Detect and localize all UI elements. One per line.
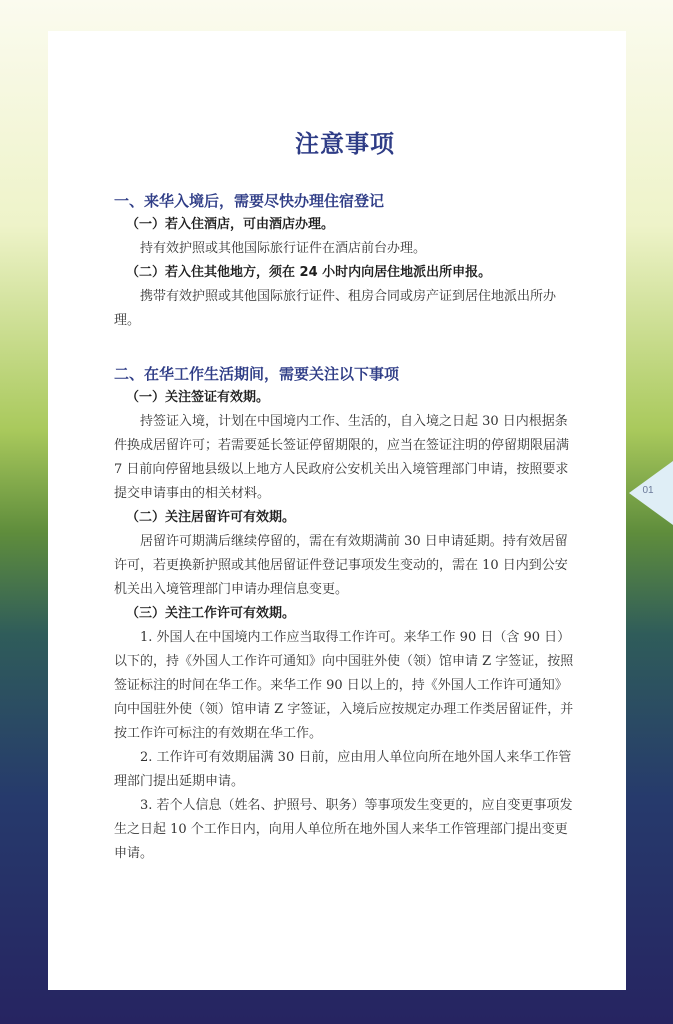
paragraph: 3. 若个人信息（姓名、护照号、职务）等事项发生变更的，应自变更事项发生之日起 10 个工作日内，向用人单位所在地外国人来华工作管理部门提出变更申请。 [114, 798, 573, 861]
page-number: 01 [642, 485, 654, 496]
sub-heading: （二）关注居留许可有效期。 [126, 510, 296, 525]
sub-heading: （二）若入住其他地方，须在 24 小时内向居住地派出所申报。 [126, 265, 492, 280]
section-accommodation-registration [114, 189, 576, 333]
section-heading: 二、在华工作生活期间，需要关注以下事项 [114, 365, 400, 383]
paragraph: 持有效护照或其他国际旅行证件在酒店前台办理。 [140, 241, 427, 256]
paragraph: 持签证入境，计划在中国境内工作、生活的，自入境之日起 30 日内根据条件换成居留许可；若需要延长签证停留期限的，应当在签证注明的停留期限届满 7 日前向停留地县级以上地方人民政府公安机关出入境管理部门申请，按照要求提交申请事由的相关材料。 [114, 414, 570, 501]
sub-heading: （三）关注工作许可有效期。 [126, 606, 296, 621]
sub-heading: （一）关注签证有效期。 [126, 390, 270, 405]
page-title: 注意事项 [295, 130, 395, 158]
sub-heading: （一）若入住酒店，可由酒店办理。 [126, 217, 335, 232]
paragraph: 居留许可期满后继续停留的，需在有效期满前 30 日申请延期。持有效居留许可，若更换新护照或其他居留证件登记事项发生变动的，需在 10 日内到公安机关出入境管理部门申请办理信息变更。 [114, 534, 568, 597]
section-heading: 一、来华入境后，需要尽快办理住宿登记 [114, 192, 385, 210]
paragraph: 2. 工作许可有效期届满 30 日前，应由用人单位向所在地外国人来华工作管理部门提出延期申请。 [114, 750, 572, 789]
document-page [48, 31, 626, 990]
paragraph: 1. 外国人在中国境内工作应当取得工作许可。来华工作 90 日（含 90 日）以下的，持《外国人工作许可通知》向中国驻外使（领）馆申请 Z 字签证，按照签证标注的时间在华工作。来华工作 90 日以上的，持《外国人工作许可通知》向中国驻外使（领）馆申请 Z 字签证，入境后应按规定办理工作类居留证件，并按工作许可标注的有效期在华工作。 [114, 630, 574, 741]
paragraph: 携带有效护照或其他国际旅行证件、租房合同或房产证到居住地派出所办理。 [114, 289, 557, 328]
section-work-life-matters [114, 362, 576, 866]
